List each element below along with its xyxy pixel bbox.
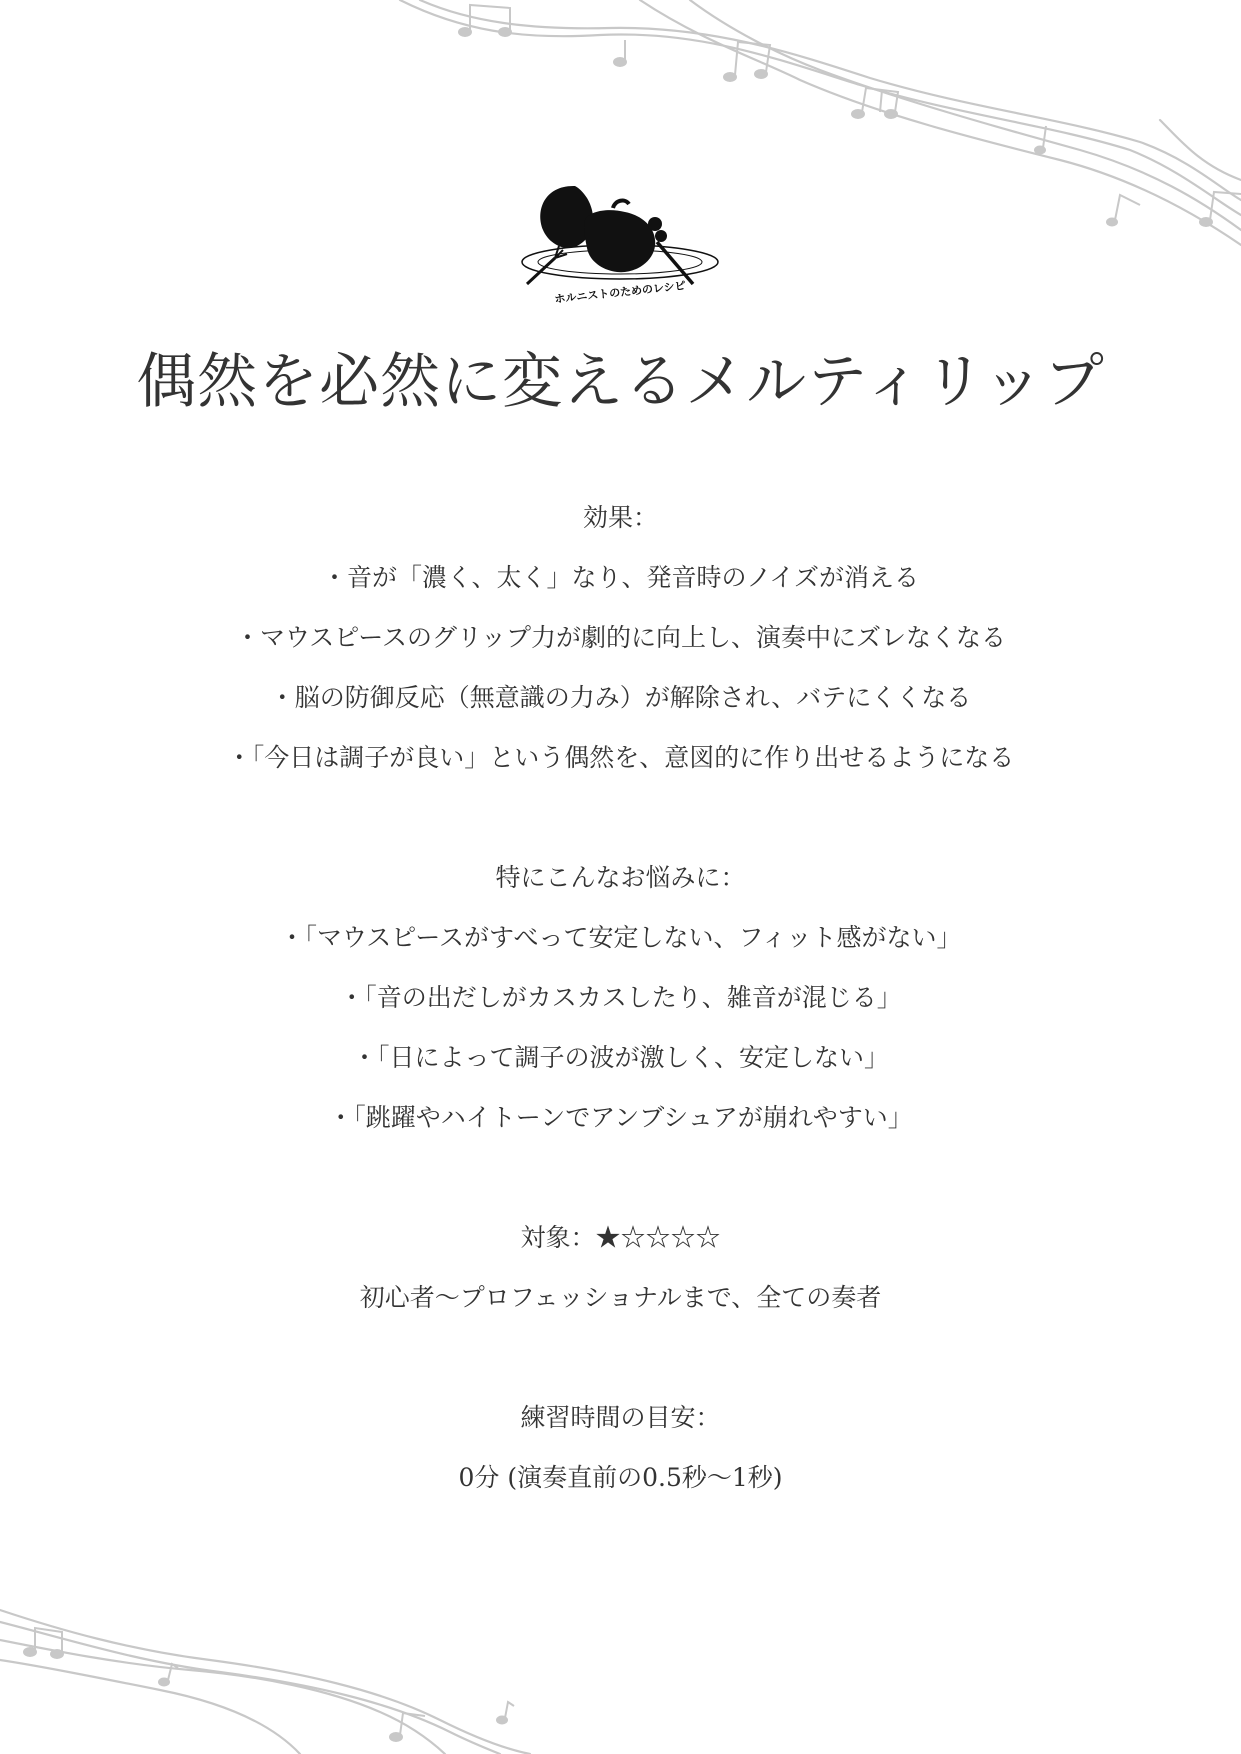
practice-time-section xyxy=(0,1388,1241,1508)
logo-caption: ホルニストのためのレシピ xyxy=(553,279,687,306)
page-title: 偶然を必然に変えるメルティリップ xyxy=(136,347,1105,417)
target-section xyxy=(0,1208,1241,1328)
difficulty-stars: ★☆☆☆☆ xyxy=(595,1223,721,1252)
effect-item: ・脳の防御反応（無意識の力み）が解除され、バテにくくなる xyxy=(269,683,972,712)
practice-time-heading: 練習時間の目安： xyxy=(520,1403,721,1432)
concerns-section xyxy=(0,848,1241,1148)
target-heading-row xyxy=(0,1208,1241,1268)
target-heading: 対象： xyxy=(520,1223,596,1252)
practice-time-value: 0分 (演奏直前の0.5秒〜1秒) xyxy=(458,1463,783,1492)
concern-item: ・「音の出だしがカスカスしたり、雑音が混じる」 xyxy=(339,983,902,1012)
concern-item: ・「跳躍やハイトーンでアンブシュアが崩れやすい」 xyxy=(328,1103,913,1132)
target-description: 初心者〜プロフェッショナルまで、全ての奏者 xyxy=(359,1283,882,1312)
concerns-heading: 特にこんなお悩みに： xyxy=(495,863,746,892)
effect-item: ・音が「濃く、太く」なり、発音時のノイズが消える xyxy=(321,563,919,592)
logo xyxy=(515,180,725,310)
concern-item: ・「日によって調子の波が激しく、安定しない」 xyxy=(351,1043,889,1072)
concern-item: ・「マウスピースがすべって安定しない、フィット感がない」 xyxy=(279,923,962,952)
effects-heading: 効果： xyxy=(582,503,658,532)
horn-plate-fork-knife-icon xyxy=(515,180,725,290)
effect-item: ・マウスピースのグリップ力が劇的に向上し、演奏中にズレなくなる xyxy=(234,623,1006,652)
effects-section xyxy=(0,488,1241,788)
effect-item: ・「今日は調子が良い」という偶然を、意図的に作り出せるようになる xyxy=(226,743,1015,772)
